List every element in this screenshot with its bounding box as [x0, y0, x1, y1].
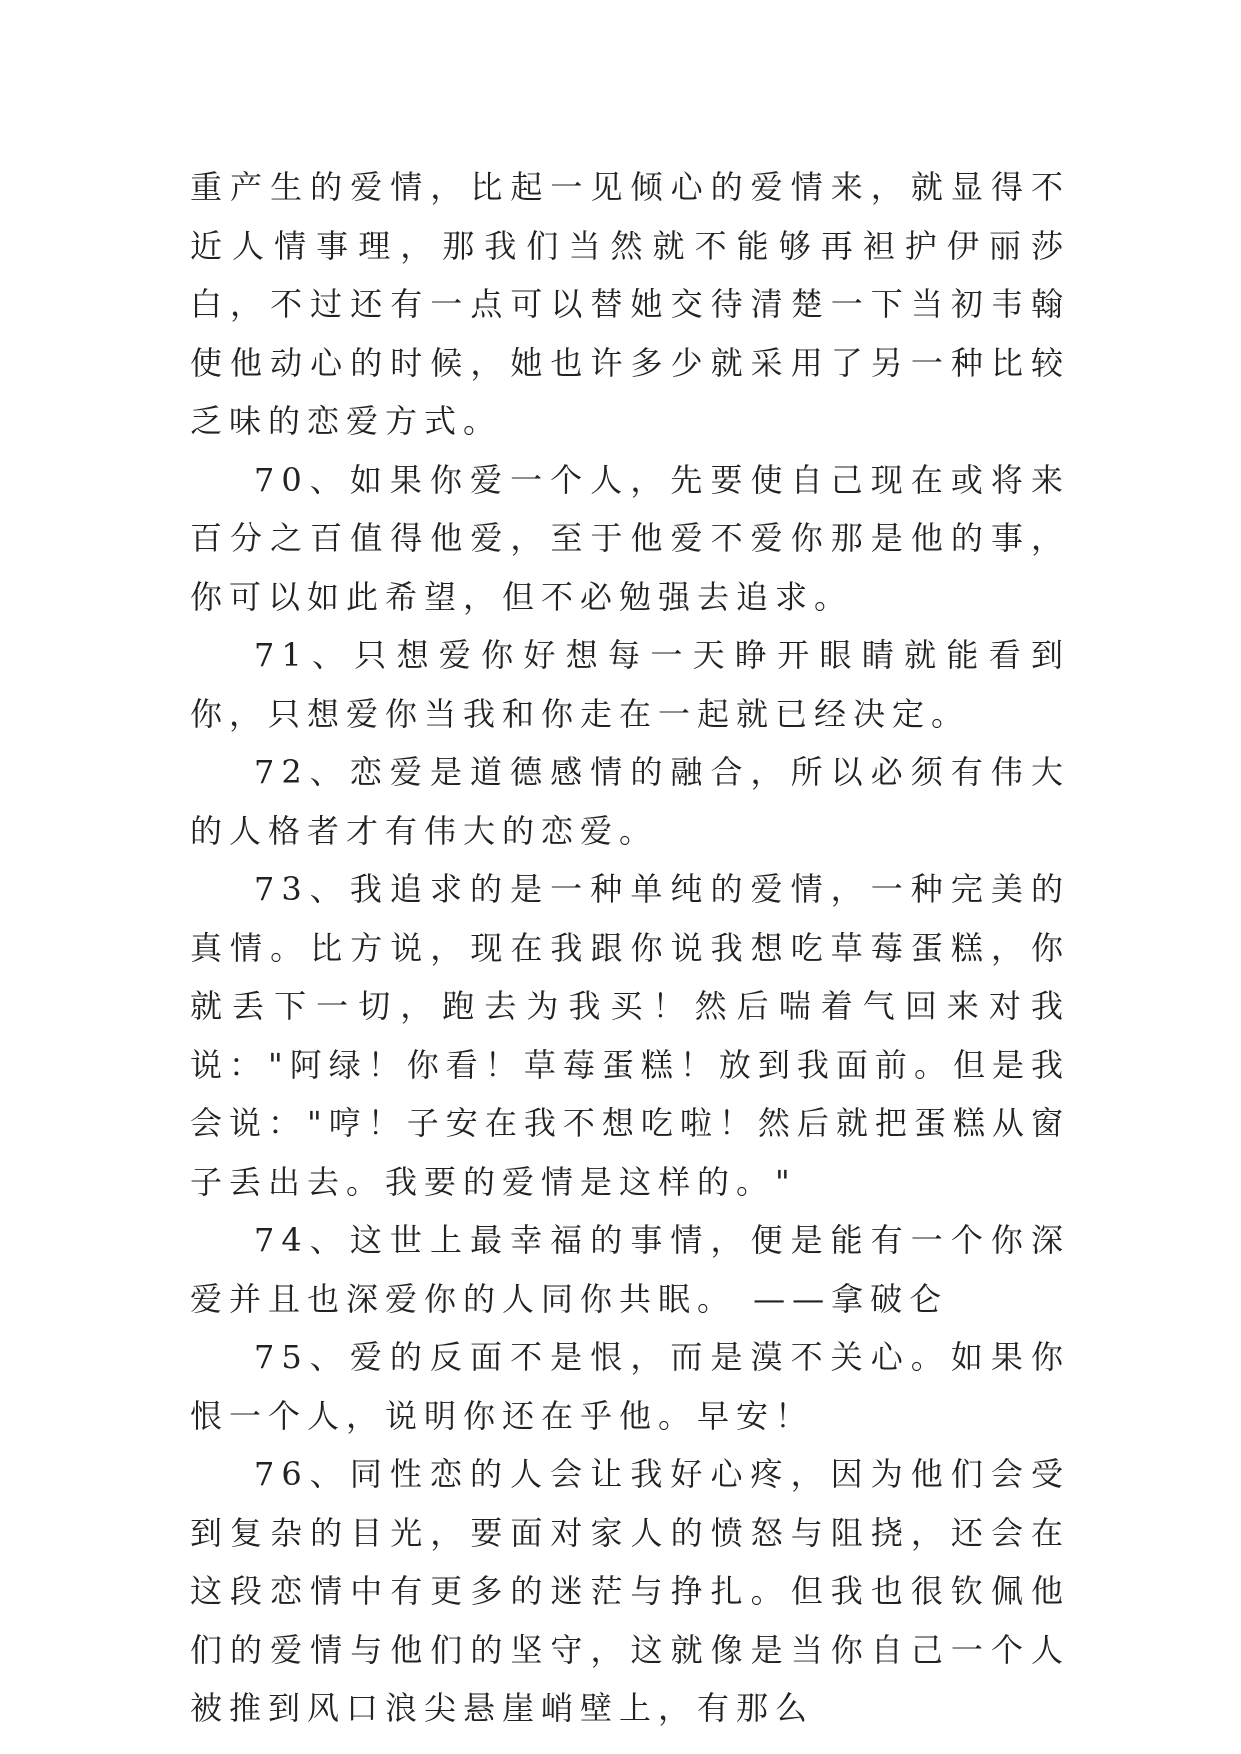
paragraph-76: 76、同性恋的人会让我好心疼，因为他们会受到复杂的目光，要面对家人的愤怒与阻挠，还会在这段恋情中有更多的迷茫与挣扎。但我也很钦佩他们的爱情与他们的坚守，这就像是当你自己一个人被推到风口浪尖悬崖峭壁上，有那么: [190, 1455, 1070, 1727]
paragraph-74: 74、这世上最幸福的事情，便是能有一个你深爱并且也深爱你的人同你共眠。 ——拿破仑: [190, 1221, 1070, 1318]
paragraph-72: 72、恋爱是道德感情的融合，所以必须有伟大的人格者才有伟大的恋爱。: [190, 753, 1070, 850]
document-body: [190, 158, 1070, 1738]
paragraph-73: 73、我追求的是一种单纯的爱情，一种完美的真情。比方说，现在我跟你说我想吃草莓蛋糕，你就丢下一切，跑去为我买！然后喘着气回来对我说："阿绿！你看！草莓蛋糕！放到我面前。但是我会说："哼！子安在我不想吃啦！然后就把蛋糕从窗子丢出去。我要的爱情是这样的。": [190, 870, 1070, 1201]
paragraph-70: 70、如果你爱一个人，先要使自己现在或将来百分之百值得他爱，至于他爱不爱你那是他的事，你可以如此希望，但不必勉强去追求。: [190, 460, 1070, 616]
paragraph: 重产生的爱情，比起一见倾心的爱情来，就显得不近人情事理，那我们当然就不能够再袒护伊丽莎白，不过还有一点可以替她交待清楚一下当初韦翰使他动心的时候，她也许多少就采用了另一种比较乏味的恋爱方式。: [190, 168, 1070, 440]
paragraph-71: 71、只想爱你好想每一天睁开眼睛就能看到你，只想爱你当我和你走在一起就已经决定。: [190, 636, 1070, 733]
paragraph-75: 75、爱的反面不是恨，而是漠不关心。如果你恨一个人，说明你还在乎他。早安！: [190, 1338, 1070, 1435]
